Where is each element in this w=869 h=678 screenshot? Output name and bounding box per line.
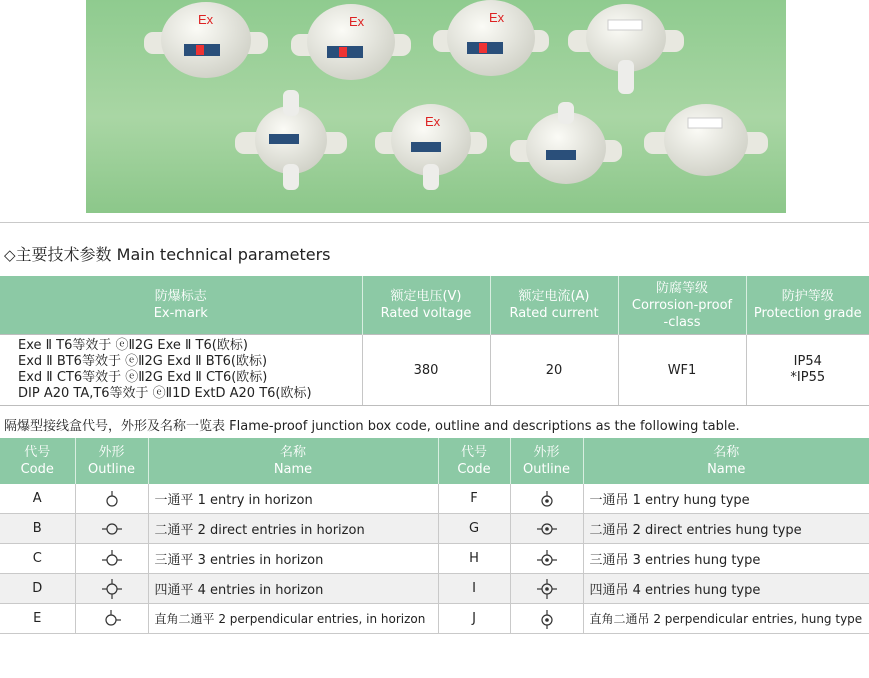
outline-cell	[510, 544, 583, 574]
table-row	[0, 574, 869, 604]
svg-text:Ex: Ex	[489, 10, 505, 25]
header-protection: 防护等级 Protection grade	[746, 276, 869, 335]
table-row	[0, 544, 869, 574]
name-cell: 二通吊 2 direct entries hung type	[583, 514, 869, 544]
product-photo	[86, 0, 786, 213]
diamond-icon: ◇	[4, 246, 16, 264]
outline-2-perpendicular-hung-icon	[537, 609, 557, 629]
code-cell: G	[438, 514, 510, 544]
corrosion-cell: WF1	[618, 335, 746, 406]
header-outline: 外形 Outline	[510, 438, 583, 484]
outline-3-entries-hung-icon	[536, 549, 558, 569]
code-cell: B	[0, 514, 75, 544]
outline-3-entries-icon	[101, 549, 123, 569]
codes-note: 隔爆型接线盒代号，外形及名称一览表 Flame-proof junction box code, outline and descriptions as the following table.	[4, 419, 740, 434]
outline-cell	[75, 604, 148, 634]
junction-box	[568, 4, 684, 94]
code-cell: A	[0, 484, 75, 514]
outline-cell	[75, 514, 148, 544]
current-cell: 20	[490, 335, 618, 406]
code-cell: F	[438, 484, 510, 514]
name-cell: 一通吊 1 entry hung type	[583, 484, 869, 514]
header-exmark: 防爆标志 Ex-mark	[0, 276, 362, 335]
header-name: 名称 Name	[148, 438, 438, 484]
voltage-cell: 380	[362, 335, 490, 406]
name-cell: 四通吊 4 entries hung type	[583, 574, 869, 604]
junction-box	[433, 0, 549, 76]
junction-box	[375, 104, 487, 190]
name-cell: 二通平 2 direct entries in horizon	[148, 514, 438, 544]
outline-cell	[510, 514, 583, 544]
header-corrosion: 防腐等级 Corrosion-proof -class	[618, 276, 746, 335]
exmark-cell: Exe Ⅱ T6等效于 ⓔⅡ2G Exe Ⅱ T6(欧标) Exd Ⅱ BT6等效于 ⓔⅡ2G Exd Ⅱ BT6(欧标) Exd Ⅱ CT6等效于 ⓔⅡ2G Exd Ⅱ CT6(欧标) DIP A20 TA,T6等效于 ⓔⅡ1D ExtD A20 T6(欧标)	[0, 335, 362, 406]
header-code: 代号 Code	[0, 438, 75, 484]
outline-2-perpendicular-icon	[102, 609, 122, 629]
name-cell: 三通平 3 entries in horizon	[148, 544, 438, 574]
table-row	[0, 514, 869, 544]
protection-cell: IP54 *IP55	[746, 335, 869, 406]
code-cell: D	[0, 574, 75, 604]
svg-text:Ex: Ex	[425, 114, 441, 129]
header-outline: 外形 Outline	[75, 438, 148, 484]
header-current: 额定电流(A) Rated current	[490, 276, 618, 335]
outline-cell	[75, 574, 148, 604]
code-cell: H	[438, 544, 510, 574]
table-row	[0, 484, 869, 514]
header-code: 代号 Code	[438, 438, 510, 484]
outline-1-entry-hung-icon	[537, 490, 557, 508]
svg-text:Ex: Ex	[198, 12, 214, 27]
code-cell: J	[438, 604, 510, 634]
params-table	[0, 276, 869, 406]
outline-cell	[75, 484, 148, 514]
outline-4-entries-hung-icon	[536, 578, 558, 600]
junction-box	[144, 2, 268, 78]
params-row	[0, 335, 869, 406]
junction-box	[291, 4, 411, 80]
outline-cell	[510, 484, 583, 514]
code-cell: I	[438, 574, 510, 604]
name-cell: 一通平 1 entry in horizon	[148, 484, 438, 514]
section-title: ◇主要技术参数 Main technical parameters	[4, 245, 331, 264]
outline-cell	[75, 544, 148, 574]
table-row	[0, 604, 869, 634]
name-cell: 直角二通平 2 perpendicular entries, in horizon	[148, 604, 438, 634]
header-voltage: 额定电压(V) Rated voltage	[362, 276, 490, 335]
codes-table	[0, 438, 869, 634]
outline-cell	[510, 574, 583, 604]
codes-header-row	[0, 438, 869, 484]
code-cell: C	[0, 544, 75, 574]
params-header-row	[0, 276, 869, 335]
divider	[0, 222, 869, 223]
header-name: 名称 Name	[583, 438, 869, 484]
junction-boxes-illustration	[86, 0, 786, 213]
svg-text:Ex: Ex	[349, 14, 365, 29]
outline-cell	[510, 604, 583, 634]
junction-box	[235, 90, 347, 190]
outline-4-entries-icon	[101, 578, 123, 600]
junction-box	[644, 104, 768, 176]
outline-2-direct-icon	[101, 520, 123, 538]
name-cell: 三通吊 3 entries hung type	[583, 544, 869, 574]
name-cell: 四通平 4 entries in horizon	[148, 574, 438, 604]
outline-1-entry-icon	[102, 490, 122, 508]
junction-box	[510, 102, 622, 184]
name-cell: 直角二通吊 2 perpendicular entries, hung type	[583, 604, 869, 634]
outline-2-direct-hung-icon	[536, 520, 558, 538]
code-cell: E	[0, 604, 75, 634]
